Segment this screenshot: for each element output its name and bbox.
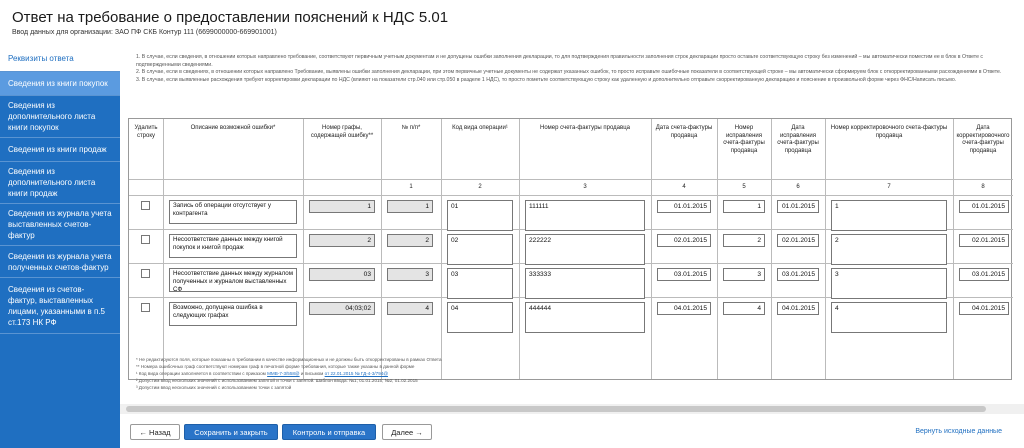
instructions bbox=[136, 54, 1016, 84]
row-number-field: 3 bbox=[387, 268, 433, 281]
column-header: Номер корректировочного счета-фактуры продавца bbox=[830, 125, 948, 139]
column-number: 8 bbox=[981, 184, 985, 190]
error-column-field: 1 bbox=[309, 200, 375, 213]
order-link[interactable]: ММВ-7-3/558@ bbox=[267, 371, 300, 376]
page-title: Ответ на требование о предоставлении пояснений к НДС 5.01 bbox=[12, 9, 449, 26]
sidebar-item-label: Сведения из дополнительного листа книги покупок bbox=[8, 101, 96, 132]
row-divider bbox=[129, 195, 1013, 196]
column-header: Дата исправления счета-фактуры продавца bbox=[777, 125, 819, 154]
footnote-3 bbox=[136, 370, 836, 377]
horizontal-scrollbar[interactable] bbox=[120, 404, 1024, 414]
column-header: № п/п* bbox=[401, 125, 421, 131]
correction-number-input[interactable]: 4 bbox=[831, 302, 947, 333]
correction-number-input[interactable]: 1 bbox=[831, 200, 947, 231]
column-number: 6 bbox=[796, 184, 800, 190]
sidebar-item-sales-book-extra[interactable] bbox=[0, 162, 120, 204]
letter-link[interactable]: от 22.01.2015 № ГД-4-3/794@ bbox=[324, 371, 388, 376]
invoice-date-input[interactable]: 02.01.2015 bbox=[657, 234, 711, 247]
sidebar-item-requisites[interactable] bbox=[0, 46, 120, 72]
operation-code-input[interactable]: 04 bbox=[447, 302, 513, 333]
column-header: Номер счета-фактуры продавца bbox=[540, 125, 630, 131]
sidebar bbox=[0, 46, 120, 448]
page-subtitle: Ввод данных для организации: ЗАО ПФ СКБ Контур 111 (6699000000-669901001) bbox=[12, 29, 277, 36]
sidebar-item-label: Сведения из книги продаж bbox=[8, 145, 107, 154]
column-header: Дата корректировочного счета-фактуры продавца bbox=[956, 125, 1010, 154]
column-divider bbox=[163, 119, 164, 379]
row-number-field: 1 bbox=[387, 200, 433, 213]
error-description: Запись об операции отсутствует у контрагента bbox=[169, 200, 297, 224]
invoice-date-input[interactable]: 01.01.2015 bbox=[657, 200, 711, 213]
operation-code-input[interactable]: 03 bbox=[447, 268, 513, 299]
correction-date-input[interactable]: 02.01.2015 bbox=[959, 234, 1009, 247]
column-divider bbox=[717, 119, 718, 379]
error-description: Возможно, допущена ошибка в следующих графах bbox=[169, 302, 297, 326]
operation-code-input[interactable]: 02 bbox=[447, 234, 513, 265]
error-column-field: 03 bbox=[309, 268, 375, 281]
sidebar-item-label: Сведения из журнала учета полученных счетов-фактур bbox=[8, 251, 112, 272]
sidebar-item-label: Реквизиты ответа bbox=[8, 54, 74, 63]
row-number-field: 2 bbox=[387, 234, 433, 247]
instruction-1: 1. В случае, если сведения, в отношении которых направлено требование, соответствуют первичным учетным документам и не допущены ошибки заполнения декларации, то для подтверждения правильности заполнения строк декларации просто оставьте соответствующую строку без изменений – мы автоматически поместим ее в блок в Ответе с подтвержденными сведениями. bbox=[136, 54, 984, 68]
fix-number-input[interactable]: 1 bbox=[723, 200, 765, 213]
button-bar bbox=[120, 414, 1024, 448]
footnote-2: ** Номера ошибочных граф соответствуют номерам граф в печатной форме требования, которые также указаны в данной форме bbox=[136, 364, 415, 369]
save-and-close-button[interactable]: Сохранить и закрыть bbox=[184, 424, 278, 440]
column-number: 5 bbox=[742, 184, 746, 190]
footnote-5: ³ Допустим ввод нескольких значений с использованием точки с запятой bbox=[136, 385, 292, 390]
column-divider bbox=[771, 119, 772, 379]
sidebar-item-label: Сведения из журнала учета выставленных счетов-фактур bbox=[8, 209, 112, 240]
delete-row-checkbox[interactable] bbox=[141, 201, 150, 210]
column-divider bbox=[825, 119, 826, 379]
column-divider bbox=[441, 119, 442, 379]
sidebar-item-issued-invoices-journal[interactable] bbox=[0, 204, 120, 246]
correction-date-input[interactable]: 03.01.2015 bbox=[959, 268, 1009, 281]
column-number: 2 bbox=[478, 184, 482, 190]
invoice-date-input[interactable]: 03.01.2015 bbox=[657, 268, 711, 281]
column-number: 1 bbox=[409, 184, 413, 190]
column-number: 3 bbox=[583, 184, 587, 190]
header bbox=[0, 0, 1024, 46]
column-divider bbox=[381, 119, 382, 379]
footnote-1: * Не редактируются поля, которые показаны в требовании в качестве информационных и не должны быть откорректированы в рамках Ответа bbox=[136, 357, 442, 362]
column-header: Номер графы, содержащей ошибку** bbox=[310, 125, 374, 139]
sidebar-item-label: Сведения из дополнительного листа книги продаж bbox=[8, 167, 96, 198]
instruction-2: 2. В случае, если в сведениях, в отношении которых направлено Требование, выявлены ошибки заполнения декларации, при этом первичные учетные документы не содержат указанных ошибок, то просто исправьте ошибочные показатели в соответствующей строке – мы автоматически сформируем блок с откорректированными расхождениями в Ответе. bbox=[136, 69, 1002, 76]
column-divider bbox=[303, 119, 304, 379]
error-description: Несоответствие данных между журналом полученных и журналом выставленных СФ bbox=[169, 268, 297, 292]
sidebar-item-purchase-book-extra[interactable] bbox=[0, 96, 120, 138]
fix-date-input[interactable]: 02.01.2015 bbox=[777, 234, 819, 247]
delete-row-checkbox[interactable] bbox=[141, 235, 150, 244]
invoice-date-input[interactable]: 04.01.2015 bbox=[657, 302, 711, 315]
next-button[interactable]: Далее → bbox=[382, 424, 432, 440]
fix-number-input[interactable]: 4 bbox=[723, 302, 765, 315]
column-header: Удалить строку bbox=[134, 125, 158, 139]
instruction-3: 3. В случае, если выявленные расхождения требуют корректировки декларации по НДС (влияют на показатели стр.040 или стр.050 в разделе 1 НДС), то просто пометьте соответствующую строку как удаленную и дополнительно отправьте скорректированную декларацию и пояснение в произвольной форме через ФНС/Написать письмо. bbox=[136, 76, 957, 83]
sidebar-item-purchase-book[interactable] bbox=[0, 72, 120, 96]
invoice-number-input[interactable]: 111111 bbox=[525, 200, 645, 231]
error-description: Несоответствие данных между книгой покупок и книгой продаж bbox=[169, 234, 297, 258]
sidebar-item-label: Сведения из счетов-фактур, выставленных лицами, указанными в п.5 ст.173 НК РФ bbox=[8, 284, 105, 327]
sidebar-item-label: Сведения из книги покупок bbox=[8, 79, 108, 88]
fix-number-input[interactable]: 3 bbox=[723, 268, 765, 281]
column-header: Номер исправления счета-фактуры продавца bbox=[723, 125, 765, 154]
correction-number-input[interactable]: 2 bbox=[831, 234, 947, 265]
delete-row-checkbox[interactable] bbox=[141, 269, 150, 278]
sidebar-item-sales-book[interactable] bbox=[0, 138, 120, 162]
invoice-number-input[interactable]: 444444 bbox=[525, 302, 645, 333]
error-column-field: 2 bbox=[309, 234, 375, 247]
column-header: Дата счета-фактуры продавца bbox=[655, 125, 713, 139]
invoice-number-input[interactable]: 333333 bbox=[525, 268, 645, 299]
fix-date-input[interactable]: 04.01.2015 bbox=[777, 302, 819, 315]
correction-number-input[interactable]: 3 bbox=[831, 268, 947, 299]
operation-code-input[interactable]: 01 bbox=[447, 200, 513, 231]
column-header: Код вида операции¹ bbox=[452, 125, 508, 131]
reset-data-link[interactable]: Вернуть исходные данные bbox=[915, 428, 1002, 435]
back-button[interactable]: ← Назад bbox=[130, 424, 180, 440]
footnote-3-mid: и письмом bbox=[299, 371, 325, 376]
footnote-3-text: ¹ Код вида операции заполняется в соответствии с приказом bbox=[136, 371, 266, 376]
error-column-field: 04;03;02 bbox=[309, 302, 375, 315]
row-divider bbox=[129, 179, 1013, 180]
footnote-4: ² Допустим ввод нескольких значений с использованием запятой и точки с запятой. Шаблон ввода: №1; 01.01.2015; №2; 01.02.2015 bbox=[136, 378, 418, 383]
check-and-send-button[interactable]: Контроль и отправка bbox=[282, 424, 376, 440]
invoice-number-input[interactable]: 222222 bbox=[525, 234, 645, 265]
sidebar-item-received-invoices-journal[interactable] bbox=[0, 246, 120, 278]
column-header: Описание возможной ошибки* bbox=[190, 125, 276, 131]
column-number: 7 bbox=[887, 184, 891, 190]
main-content bbox=[120, 46, 1024, 402]
column-divider bbox=[953, 119, 954, 379]
sidebar-item-invoices-art173[interactable] bbox=[0, 278, 120, 334]
footnotes bbox=[136, 356, 836, 391]
correction-date-input[interactable]: 04.01.2015 bbox=[959, 302, 1009, 315]
fix-date-input[interactable]: 03.01.2015 bbox=[777, 268, 819, 281]
fix-number-input[interactable]: 2 bbox=[723, 234, 765, 247]
scrollbar-thumb[interactable] bbox=[126, 406, 986, 412]
data-table bbox=[128, 118, 1012, 380]
fix-date-input[interactable]: 01.01.2015 bbox=[777, 200, 819, 213]
column-number: 4 bbox=[682, 184, 686, 190]
correction-date-input[interactable]: 01.01.2015 bbox=[959, 200, 1009, 213]
delete-row-checkbox[interactable] bbox=[141, 303, 150, 312]
column-divider bbox=[519, 119, 520, 379]
row-number-field: 4 bbox=[387, 302, 433, 315]
column-divider bbox=[651, 119, 652, 379]
